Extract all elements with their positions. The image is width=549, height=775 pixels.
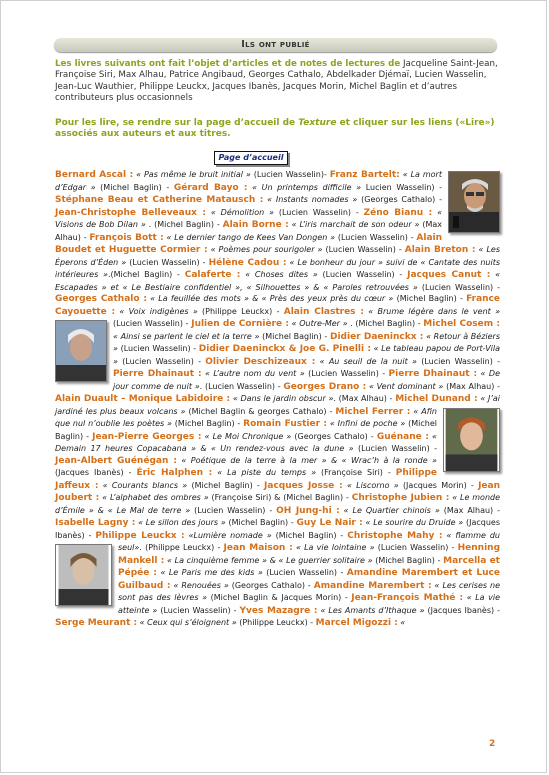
reviewer: (Lucien Wasselin) -	[416, 356, 500, 366]
book-title: « Ainsi se parlent le ciel et la terre »	[113, 331, 260, 341]
reviewer: (Michel Baglin) -	[259, 331, 330, 341]
reviewer: (Lucien Wasselin) -	[374, 543, 458, 552]
author-name-link[interactable]: Jean Maison :	[223, 543, 293, 553]
home-page-link[interactable]: Page d’accueil	[214, 151, 288, 165]
book-title: « Choses dites »	[240, 270, 318, 279]
author-name-link[interactable]: Michel Ferrer :	[335, 406, 411, 417]
author-name-link[interactable]: OH Jung-hi :	[276, 505, 340, 516]
reviewer: (Michel Baglin) -	[187, 480, 265, 490]
reviewer: (Lucien Wasselin) -	[157, 605, 240, 615]
author-name-link[interactable]: Alain Boudet et Huguette Cormier :	[55, 232, 443, 255]
book-entry	[240, 606, 500, 615]
reviewer: (Lucien Wasselin) -	[304, 369, 389, 378]
reviewer: (Lucien Wasselin) -	[417, 282, 501, 292]
book-title: « Démolition »	[206, 207, 274, 217]
book-title: « Dans le jardin obscur »	[230, 394, 334, 403]
author-name-link[interactable]: Marcel Migozzi :	[315, 618, 398, 628]
intro-lead: Les livres suivants ont fait l’objet d’articles et de notes de lectures de	[55, 59, 401, 69]
author-name-link[interactable]: Philippe Leuckx :	[95, 530, 185, 541]
book-title: « Un printemps difficile »	[247, 182, 362, 192]
book-title: « Liscorno »	[342, 480, 399, 490]
book-entry	[89, 233, 416, 242]
intro-paragraph	[55, 59, 499, 105]
reviewer: . (Michel Baglin) -	[347, 319, 424, 328]
book-title: «	[397, 618, 406, 627]
reviewer: . (Lucien Wasselin) -	[199, 381, 284, 391]
section-title: Ils ont publié	[241, 39, 310, 50]
author-name-link[interactable]: Alain Duault – Monique Labidoire :	[55, 394, 231, 404]
reviewer: (Jacques Ibanès) -	[55, 518, 500, 540]
author-name-link[interactable]: Calaferte :	[184, 270, 241, 280]
author-name-link[interactable]: Jean-François Mathé :	[351, 593, 464, 603]
author-name-link[interactable]: Bernard Ascal :	[55, 170, 134, 180]
author-name-link[interactable]: Didier Daeninckx :	[329, 331, 424, 342]
author-name-link[interactable]: Serge Meurant :	[55, 618, 138, 628]
reviewer: (Max Alhau) -	[439, 505, 500, 515]
book-title: « L’iris marchait de son odeur »	[288, 220, 420, 229]
author-name-link[interactable]: Romain Fustier :	[243, 419, 328, 429]
reviewer: . (Michel Baglin) -	[145, 220, 223, 229]
book-title: « Voix indigènes »	[115, 306, 198, 316]
book-title: « Le monde d’Émile » & « Le Mal de terre »	[55, 493, 501, 515]
reviewer: (Lucien Wasselin) -	[335, 232, 417, 242]
book-entry	[55, 394, 395, 403]
reviewer: . (Philippe Leuckx) -	[139, 543, 224, 552]
reviewer: Lucien Wasselin) -	[361, 182, 443, 192]
book-title: « flamme du seul»	[118, 530, 500, 552]
reviewer: (Max Alhau) -	[55, 220, 443, 242]
author-name-link[interactable]: Georges Drano :	[283, 381, 367, 392]
reviewer: (Lucien Wasselin) -	[322, 245, 405, 254]
author-name-link[interactable]: Olivier Deschizeaux :	[205, 356, 316, 367]
reviewer: (Michel Baglin) -	[271, 530, 348, 540]
book-entry	[55, 170, 330, 179]
cta-texture: Texture	[298, 118, 337, 128]
author-name-link[interactable]: Alain Clastres :	[283, 306, 365, 317]
author-name-link[interactable]: Georges Cathalo :	[55, 294, 147, 304]
author-photo-4	[55, 544, 112, 606]
book-title: « La vie lointaine »	[292, 543, 375, 552]
book-title: « Le bonheur du jour » suivi de « Cantate des nuits intérieures »	[55, 257, 501, 279]
book-title: «Lumière nomade »	[184, 530, 272, 540]
book-title: « Le Paris me des kids »	[157, 568, 263, 577]
book-title: « L’alphabet des ombres »	[99, 493, 209, 502]
author-name-link[interactable]: Jacques Canut :	[407, 270, 491, 280]
book-title: « Poèmes pour sourigoler »	[207, 245, 323, 254]
book-title: « De jour comme de nuit »	[113, 369, 500, 391]
author-name-link[interactable]: Éric Halphen :	[136, 468, 213, 478]
book-title: « Le sillon des jours »	[135, 518, 226, 527]
reviewer: (Lucien Wasselin) -	[113, 319, 192, 328]
author-name-link[interactable]: Hélène Cadou :	[208, 257, 287, 268]
reviewer: (Lucien Wasselin) -	[317, 270, 408, 279]
book-entry	[55, 618, 316, 627]
reviewer: (Georges Cathalo) -	[291, 431, 377, 441]
reviewer: (Max Alhau) -	[443, 381, 500, 391]
page-number: 2	[489, 739, 496, 749]
book-title: « Le Quartier chinois »	[339, 505, 440, 515]
author-name-link[interactable]: Pierre Dhainaut :	[388, 369, 478, 379]
book-title: « Les Amants d’Ithaque »	[317, 605, 425, 615]
book-title: « La cinquième femme » & « Le guerrier solitaire »	[164, 555, 373, 565]
book-title: « Instants nomades »	[263, 195, 358, 204]
author-name-link[interactable]: Christophe Jubien :	[351, 493, 450, 503]
book-entry	[185, 270, 407, 279]
reviewer: (Lucien Wasselin) -	[190, 505, 277, 515]
reviewer: (Lucien Wasselin) -	[117, 356, 206, 366]
book-title: « Visions de Bob Dilan »	[55, 207, 442, 229]
author-name-link[interactable]: Jean-Pierre Georges :	[92, 431, 202, 442]
author-name-link[interactable]: Gérard Bayo :	[173, 182, 248, 193]
reviewer: (Françoise Siri) -	[316, 468, 396, 477]
reviewer: (Françoise Siri) & (Michel Baglin) -	[208, 493, 352, 502]
reviewer: (Michel Baglin) -	[55, 419, 437, 441]
book-entry	[283, 382, 500, 391]
author-name-link[interactable]: François Bott :	[89, 232, 164, 243]
book-entry	[55, 518, 297, 527]
reviewer: (Philippe Leuckx) -	[236, 618, 316, 627]
author-name-link[interactable]: Zéno Bianu :	[363, 207, 433, 218]
book-title: « Afin que nul n’oublie les poètes »	[55, 406, 437, 428]
author-name-link[interactable]: Stéphane Beau et Catherine Matausch :	[55, 195, 264, 205]
author-name-link[interactable]: Franz Bartelt:	[329, 170, 400, 180]
intro-names: Jacqueline Saint-Jean, Françoise Siri, Max Alhau, Patrice Angibaud, Georges Cathalo, Abdelkader Djémaï, Lucien Wasselin, Jean-Luc Wauthier, Philippe Leuckx, Jacques Ibanès, Jacques Morin, Michel Baglin et d’autres contributeurs plus occasionnels	[55, 59, 498, 104]
book-entry	[205, 357, 500, 366]
book-title: « Retour à Béziers »	[113, 331, 501, 353]
book-title: « La piste du temps »	[212, 468, 317, 477]
book-title: « Ceux qui s’éloignent »	[137, 618, 237, 627]
author-name-link[interactable]: Philippe Jaffeux :	[55, 468, 438, 491]
reviewer: (Michel Baglin) -	[393, 294, 467, 303]
section-banner	[54, 38, 497, 52]
book-entry	[55, 208, 364, 217]
book-entry	[95, 531, 347, 540]
book-title: « L’autre nom du vent »	[201, 369, 305, 378]
book-title: « Poétique de la terre à la mer » & « Wrac’h à la ronde »	[177, 455, 437, 465]
author-name-link[interactable]: Isabelle Lagny :	[55, 518, 136, 528]
cta-part-a: Pour les lire, se rendre sur la page d’accueil de	[55, 118, 299, 128]
book-entry	[276, 506, 500, 515]
reviewer: (Lucien Wasselin) -	[117, 344, 199, 353]
reviewer: (Lucien Wasselin) -	[274, 207, 364, 217]
reviewer: (Lucien Wasselin) -	[262, 568, 347, 577]
reviewer: (Jacques Ibanès) -	[55, 468, 137, 477]
book-title: « La feuillée des mots » & « Près des yeux près du cœur »	[146, 294, 394, 303]
book-title: « Infini de poche »	[327, 419, 406, 428]
author-name-link[interactable]: Jean-Albert Guénégan :	[55, 455, 177, 466]
author-name-link[interactable]: Marcella et Pépée :	[118, 555, 500, 578]
reviewer: (Lucien Wasselin)-	[250, 170, 330, 179]
reviewer: (Michel Baglin) -	[372, 555, 444, 565]
book-entry	[92, 432, 377, 441]
reviewer: (Michel Baglin & georges Cathalo) -	[185, 406, 336, 416]
book-entry	[136, 468, 395, 477]
author-name-link[interactable]: Amandine Marembert :	[313, 580, 432, 591]
author-name-link[interactable]: Henning Mankell :	[118, 543, 501, 566]
book-title: « Renouées »	[170, 580, 229, 590]
author-name-link[interactable]: Jean Joubert :	[55, 480, 500, 503]
reviewer: (Lucien Wasselin) -	[126, 257, 209, 267]
book-title: « Les Éperons d’Éden »	[55, 245, 501, 267]
author-name-link[interactable]: Pierre Dhainaut :	[113, 369, 202, 379]
cta-part-c: et cliquer sur les liens («Lire») associés aux auteurs et aux titres.	[55, 118, 495, 140]
author-name-link[interactable]: Didier Daeninckx & Joe G. Pinelli :	[198, 344, 371, 354]
author-name-link[interactable]: Yves Mazagre :	[239, 605, 318, 616]
book-entry	[174, 183, 442, 192]
author-name-link[interactable]: Guy Le Nair :	[296, 518, 363, 528]
author-name-link[interactable]: Jacques Josse :	[264, 480, 343, 491]
author-photo-2	[55, 320, 107, 382]
book-title: « Demain 17 heures Copacabana » & « Un rendez-vous avec la dune »	[55, 431, 437, 453]
reviewer: (Georges Cathalo) -	[357, 195, 442, 204]
reviewer: (Georges Cathalo) -	[228, 580, 314, 590]
author-name-link[interactable]: Jean-Christophe Belleveaux :	[55, 207, 206, 218]
reviewer: .(Michel Baglin) -	[107, 270, 185, 279]
reviewer: (Jacques Ibanès) -	[424, 605, 501, 615]
book-title: « Courants blancs »	[98, 480, 188, 490]
book-title: « Outre-Mer »	[288, 319, 348, 328]
book-title: « Escapades » et « Le Bestiaire confidentiel », « Silhouettes » & « Paroles retrouvées »	[55, 270, 501, 292]
book-title: « Vent dominant »	[366, 381, 444, 391]
author-photo-1	[448, 171, 500, 233]
reviewer: (Michel Baglin) -	[225, 518, 297, 527]
book-entry	[316, 618, 406, 627]
book-entry	[55, 195, 442, 204]
author-name-link[interactable]: Michel Dunand :	[395, 394, 478, 404]
instructions	[55, 118, 499, 141]
reviewer: (Lucien Wasselin) -	[353, 444, 437, 453]
reviewer: (Michel Baglin) -	[171, 419, 244, 428]
book-title: « Le tableau papou de Port-Vila »	[113, 344, 501, 366]
book-title: « Au seuil de la nuit »	[315, 356, 417, 366]
author-name-link[interactable]: Alain Borne :	[222, 220, 289, 230]
book-entry	[55, 294, 466, 303]
book-title: « Le dernier tango de Kees Van Dongen »	[163, 232, 336, 242]
author-name-link[interactable]: Christophe Mahy :	[347, 530, 443, 541]
reviewer: . (Max Alhau) -	[333, 394, 396, 403]
author-name-link[interactable]: Michel Cosem :	[423, 319, 500, 329]
book-title: « Le Moi Chronique »	[201, 431, 292, 441]
book-list	[55, 169, 500, 630]
book-title: « J’ai jardiné les plus beaux volcans »	[55, 394, 500, 416]
author-name-link[interactable]: Amandine Marembert et Luce Guilbaud :	[118, 568, 500, 591]
reviewer: (Jacques Morin) -	[398, 480, 479, 490]
reviewer: (Michel Baglin & Jacques Morin) -	[207, 593, 352, 602]
book-title: « Le sourire du Druide »	[362, 518, 464, 527]
book-title: « Les cerises ne sont pas des lèvres »	[118, 580, 500, 602]
author-name-link[interactable]: Julien de Cornière :	[191, 319, 289, 329]
author-name-link[interactable]: Alain Breton :	[404, 245, 476, 255]
book-entry	[264, 481, 478, 490]
reviewer: (Michel Baglin) -	[95, 182, 174, 192]
book-entry	[191, 319, 423, 328]
author-photo-3	[443, 408, 500, 472]
book-entry	[113, 369, 389, 378]
reviewer: (Philippe Leuckx) -	[197, 306, 284, 316]
author-name-link[interactable]: France Cayouette :	[55, 294, 500, 317]
book-title: « La vie atteinte »	[118, 593, 501, 615]
book-title: « Brume légère dans le vent »	[364, 306, 501, 316]
author-name-link[interactable]: Guénane :	[376, 431, 429, 442]
book-entry	[224, 543, 458, 552]
book-title: « La mort d’Edgar »	[55, 170, 442, 192]
book-title: « Pas même le bruit initial »	[133, 170, 251, 179]
